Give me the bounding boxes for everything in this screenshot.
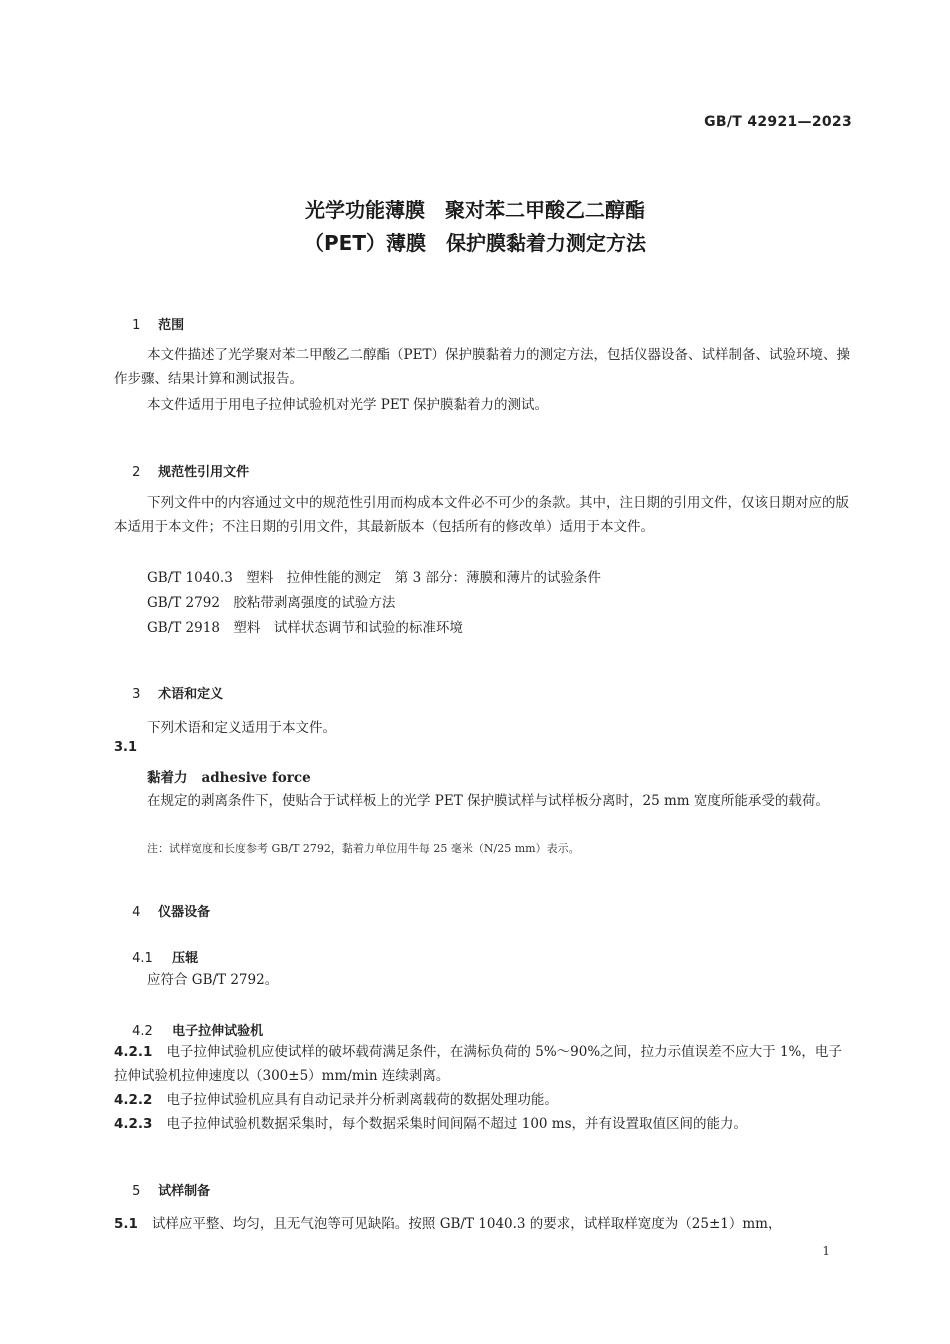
section-3-title: 术语和定义 [158,687,224,702]
normative-reference-3: GB/T 2918 塑料 试样状态调节和试验的标准环境 [147,620,463,636]
section-2-heading [114,446,249,495]
clause-4-2-1-number: 4.2.1 [114,1044,153,1060]
clause-5-1-text: 试样应平整、均匀，且无气泡等可见缺陷。按照 GB/T 1040.3 的要求，试样取样宽度为（25±1）mm， [151,1216,782,1232]
section-4-2-number: 4.2 [132,1024,153,1039]
section-1-title: 范围 [158,318,185,333]
section-3-number: 3 [132,687,141,702]
section-5-number: 5 [132,1184,141,1199]
clause-4-2-3-text: 电子拉伸试验机数据采集时，每个数据采集时间间隔不超过 100 ms，并有设置取值区间的能力。 [166,1116,748,1132]
section-1-paragraph-2: 本文件适用于用电子拉伸试验机对光学 PET 保护膜黏着力的测试。 [147,397,549,413]
document-title-line-2: （PET）薄膜 保护膜黏着力测定方法 [304,231,646,255]
standard-code: GB/T 42921—2023 [704,114,852,130]
section-4-1-title: 压辊 [172,951,199,966]
clause-4-2-1 [114,1040,852,1088]
clause-4-2-1-text: 电子拉伸试验机应使试样的破坏载荷满足条件，在满标负荷的 5%～90%之间，拉力示值误差不应大于 1%，电子拉伸试验机拉伸速度以（300±5）mm/min 连续剥离。 [114,1044,842,1084]
clause-5-1-number: 5.1 [114,1216,138,1232]
normative-reference-1: GB/T 1040.3 塑料 拉伸性能的测定 第 3 部分：薄膜和薄片的试验条件 [147,570,601,586]
section-1-heading [114,299,184,348]
clause-4-2-2-number: 4.2.2 [114,1092,153,1108]
clause-4-2-2 [114,1088,852,1112]
term-chinese: 黏着力 [147,770,188,786]
clause-4-2-2-text: 电子拉伸试验机应具有自动记录并分析剥离载荷的数据处理功能。 [166,1092,558,1108]
section-4-1-text: 应符合 GB/T 2792。 [147,972,279,988]
section-3-heading [114,668,223,717]
section-4-title: 仪器设备 [158,905,211,920]
section-2-paragraph: 下列文件中的内容通过文中的规范性引用而构成本文件必不可少的条款。其中，注日期的引用文件，仅该日期对应的版本适用于本文件；不注日期的引用文件，其最新版本（包括所有的修改单）适用于本文件。 [114,495,849,535]
clause-4-2-3 [114,1112,852,1136]
clause-5-1 [114,1212,852,1236]
section-4-2-title: 电子拉伸试验机 [172,1024,264,1039]
section-5-heading [114,1165,210,1214]
term-english: adhesive force [201,770,311,786]
section-1-number: 1 [132,318,141,333]
page-number: 1 [822,1244,830,1258]
section-3-intro: 下列术语和定义适用于本文件。 [147,720,336,736]
normative-reference-2: GB/T 2792 胶粘带剥离强度的试验方法 [147,595,396,611]
clause-4-2-3-number: 4.2.3 [114,1116,153,1132]
term-3-1-note: 注：试样宽度和长度参考 GB/T 2792，黏着力单位用牛每 25 毫米（N/25 mm）表示。 [147,842,580,855]
section-1-paragraph-1: 本文件描述了光学聚对苯二甲酸乙二醇酯（PET）保护膜黏着力的测定方法，包括仪器设备、试样制备、试验环境、操作步骤、结果计算和测试报告。 [114,347,850,387]
term-3-1 [147,766,311,786]
section-4-1-number: 4.1 [132,951,153,966]
section-2-number: 2 [132,465,141,480]
section-4-heading [114,886,210,935]
section-4-number: 4 [132,905,141,920]
section-2-title: 规范性引用文件 [158,465,250,480]
term-3-1-number: 3.1 [114,740,138,755]
section-5-title: 试样制备 [158,1184,211,1199]
term-3-1-definition: 在规定的剥离条件下，使贴合于试样板上的光学 PET 保护膜试样与试样板分离时，25 mm 宽度所能承受的载荷。 [147,793,829,809]
document-title-line-1: 光学功能薄膜 聚对苯二甲酸乙二醇酯 [305,198,645,222]
